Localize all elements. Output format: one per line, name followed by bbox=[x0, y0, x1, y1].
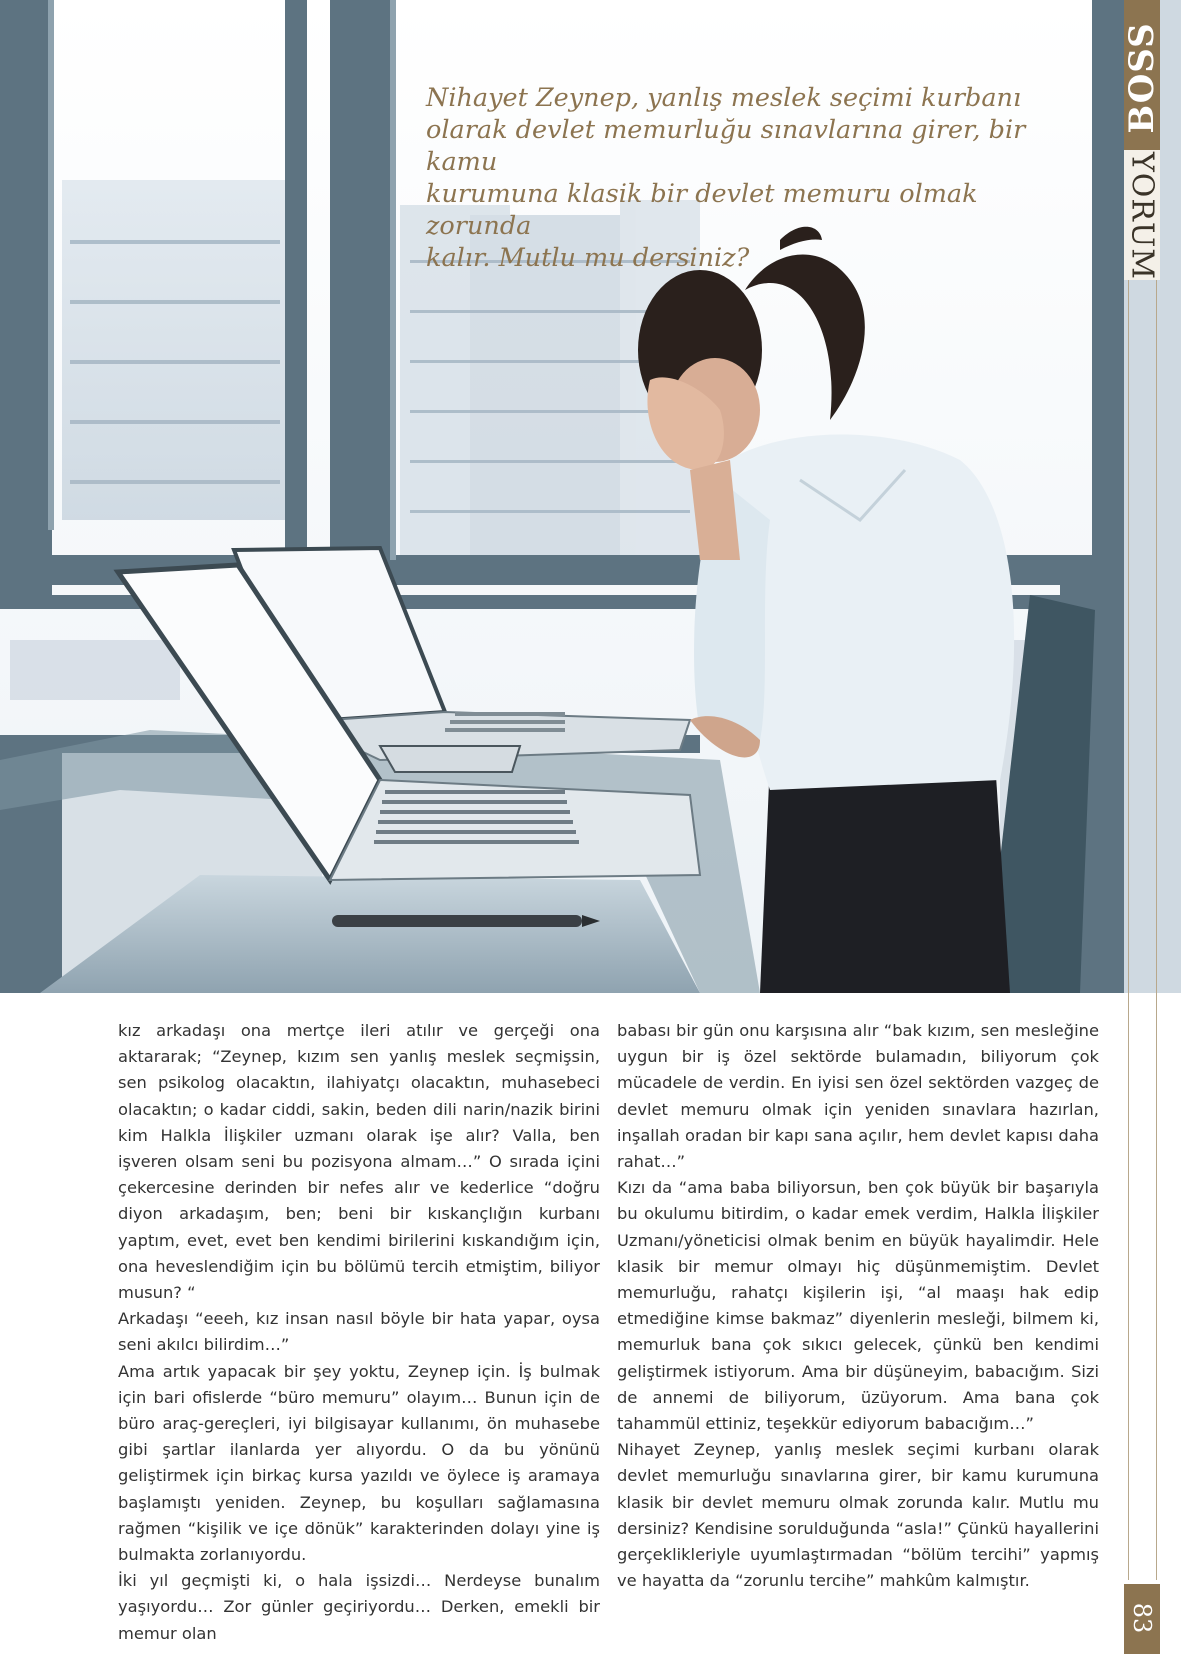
pen bbox=[332, 915, 600, 927]
page-number: 83 bbox=[1128, 1602, 1156, 1634]
pull-quote: Nihayet Zeynep, yanlış meslek seçimi kurbanı olarak devlet memurluğu sınavlarına girer, bir kamu kurumuna klasik bir devlet memuru olmak zorunda kalır. Mutlu mu dersiniz? bbox=[426, 83, 1026, 273]
paragraph: Ama artık yapacak bir şey yoktu, Zeynep için. İş bulmak için bari ofislerde “büro memuru” olayım… Bunun için de büro araç-gereçleri, iyi bilgisayar kullanımı, ön muhasebe gibi şartlar ilanlarda yer alıyordu. O da bu yönünü geliştirmek için birkaç kursa yazıldı ve öylece iş aramaya başlamıştı yeniden. Zeynep, bu koşulları sağlamasına rağmen “kişilik ve içe dönük” karakterinden dolayı yine iş bulmakta zorlanıyordu. bbox=[118, 1361, 600, 1565]
margin-rule bbox=[1128, 280, 1129, 1580]
section-label: YORUM bbox=[1124, 152, 1160, 280]
margin-rule bbox=[1156, 280, 1157, 1580]
paragraph: Arkadaşı “eeeh, kız insan nasıl böyle bir hata yapar, oysa seni akılcı bilirdim…” bbox=[118, 1309, 600, 1355]
section-tab bbox=[1124, 150, 1160, 280]
article-column-left bbox=[118, 1018, 600, 1647]
paragraph: kız arkadaşı ona mertçe ileri atılır ve gerçeği ona aktararak; “Zeynep, kızım sen yanlış meslek seçmişsin, sen psikolog olacaktın, ilahiyatçı olacaktın, muhasebeci olacaktın; o kadar ciddi, sakin, beden dili narin/nazik birini kim Halkla İlişkiler uzmanı olarak işe alır? Valla, ben işveren olsam seni bu pozisyona almam…” O sırada içini çekercesine derinden bir nefes alır ve kederlice “doğru diyon arkadaşım, ben; beni bir kıskançlığın kurbanı yaptım, evet, evet ben kendimi birilerini kıskandığım için, ona heveslendiğim için bu bölümü tercih etmiştim, biliyor musun? “ bbox=[118, 1021, 600, 1303]
paragraph: İki yıl geçmişti ki, o hala işsizdi… Nerdeyse bunalım yaşıyordu… Zor günler geçiriyordu… Derken, emekli bir memur olan bbox=[118, 1571, 600, 1643]
paragraph: babası bir gün onu karşısına alır “bak kızım, sen mesleğine uygun bir iş özel sektörde bulamadın, biliyorum çok mücadele de verdin. En iyisi sen özel sektörden vazgeç de devlet memuru olmak için yeniden sınavlara hazırlan, inşallah oradan bir kapı sana açılır, hem devlet kapısı daha rahat…” bbox=[617, 1021, 1099, 1172]
paragraph: Nihayet Zeynep, yanlış meslek seçimi kurbanı olarak devlet memurluğu sınavlarına girer, bir kamu kurumuna klasik bir devlet memuru olmak zorunda kalır. Mutlu mu dersiniz? Kendisine sorulduğunda “asla!” Çünkü hayallerini gerçeklikleriyle uyumlaştırmadan “bölüm tercihi” yapmış ve hayatta da “zorunlu tercihe” mahkûm kalmıştır. bbox=[617, 1440, 1099, 1591]
article-column-right bbox=[617, 1018, 1099, 1594]
brand-tab bbox=[1124, 0, 1160, 150]
page-number-tab bbox=[1124, 1584, 1160, 1654]
brand-logo-text: BOSS bbox=[1122, 22, 1162, 134]
paragraph: Kızı da “ama baba biliyorsun, ben çok büyük bir başarıyla bu okulumu bitirdim, o kadar emek verdim, Halkla İlişkiler Uzmanı/yöneticisi olmak benim en büyük hayalimdir. Hele klasik bir memur olmayı hiç düşünmemiştim. Devlet memurluğu, rahatçı kişilerin işi, “al maaşı hak edip etmediğine kimse bakmaz” diyenlerin mesleği, bilmem ki, memurluk bana çok sıkıcı gelecek, çünkü ben kendimi geliştirmek istiyorum. Ama bir düşüneyim, babacığım. Sizi de annemi de biliyorum, üzüyorum. Ama bana çok tahammül ettiniz, teşekkür ediyorum babacığım…” bbox=[617, 1178, 1099, 1434]
